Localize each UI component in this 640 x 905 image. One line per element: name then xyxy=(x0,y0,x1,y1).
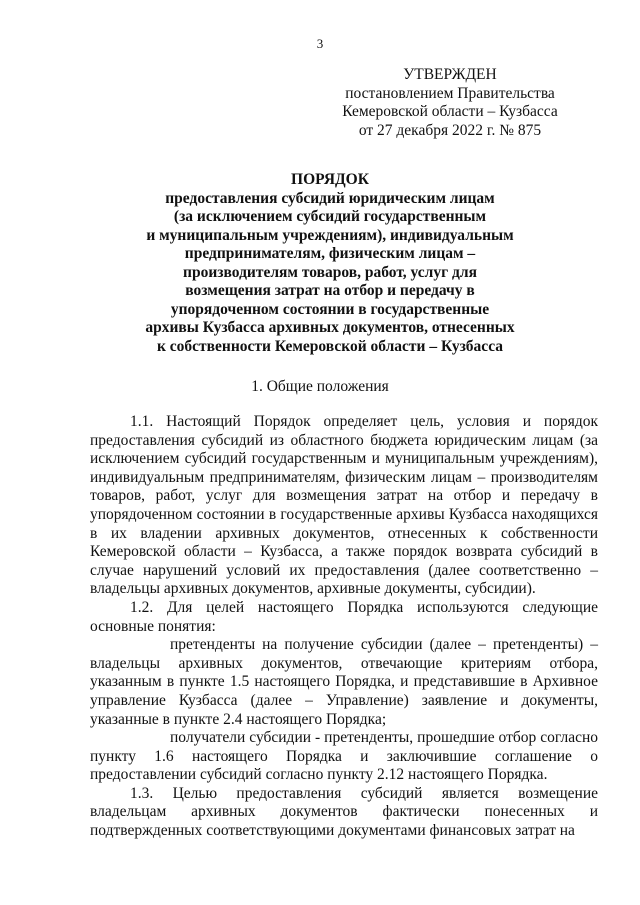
title-line: упорядоченном состоянии в государственные xyxy=(170,300,490,318)
definition-applicants: претенденты на получение субсидии (далее – претенденты) – владельцы архивных документов, отвечающие критериям отбора, указанным в пункте 1.5 настоящего Порядка, и представившие в Архивное управление Кузбасса (далее – Управление) заявление и документы, указанные в пункте 2.4 настоящего Порядка; xyxy=(90,636,598,728)
definition-recipients: получатели субсидии - претенденты, прошедшие отбор согласно пункту 1.6 настоящего Порядка и заключившие соглашение о предоставлении субсидий согласно пункту 2.12 настоящего Порядка. xyxy=(90,729,598,784)
approval-date: от 27 декабря 2022 г. № 875 xyxy=(358,121,542,139)
title-line: и муниципальным учреждениям), индивидуальным xyxy=(146,226,514,244)
title-line: архивы Кузбасса архивных документов, отнесенных xyxy=(145,319,515,336)
approval-region: Кемеровской области – Кузбасса xyxy=(342,103,558,120)
approval-stamp xyxy=(330,66,570,140)
title-line: предпринимателям, физическим лицам – xyxy=(184,245,476,262)
section-heading: 1. Общие положения xyxy=(251,378,389,395)
title-line: (за исключением субсидий государственным xyxy=(173,208,487,225)
title-line: ПОРЯДОК xyxy=(291,171,369,188)
paragraph-1-1: 1.1. Настоящий Порядок определяет цель, условия и порядок предоставления субсидий из областного бюджета юридическим лицам (за исключением субсидий государственным и муниципальным учреждениям), индивидуальным предпринимателям, физическим лицам – производителям товаров, работ, услуг для возмещения затрат на отбор и передачу в упорядоченном состоянии в государственные архивы Кузбасса находящихся в их владении архивных документов, отнесенных к собственности Кемеровской области – Кузбасса, а также порядок возврата субсидий в случае нарушений условий их предоставления (далее соответственно – владельцы архивных документов, архивные документы, субсидии). xyxy=(90,413,598,598)
approval-authority: постановлением Правительства xyxy=(345,84,555,102)
paragraph-1-2: 1.2. Для целей настоящего Порядка используются следующие основные понятия: xyxy=(90,598,598,635)
title-line: предоставления субсидий юридическим лицам xyxy=(165,189,495,207)
document-title xyxy=(60,171,600,356)
title-line: производителям товаров, работ, услуг для xyxy=(183,263,477,281)
title-line: возмещения затрат на отбор и передачу в xyxy=(185,282,475,299)
approval-status: УТВЕРЖДЕН xyxy=(403,66,497,83)
page-number: 3 xyxy=(316,36,324,51)
paragraph-1-3: 1.3. Целью предоставления субсидий является возмещение владельцам архивных документов фактически понесенных и подтвержденных соответствующими документами финансовых затрат на xyxy=(90,784,598,840)
document-body xyxy=(90,413,598,841)
title-line: к собственности Кемеровской области – Кузбасса xyxy=(156,337,504,355)
